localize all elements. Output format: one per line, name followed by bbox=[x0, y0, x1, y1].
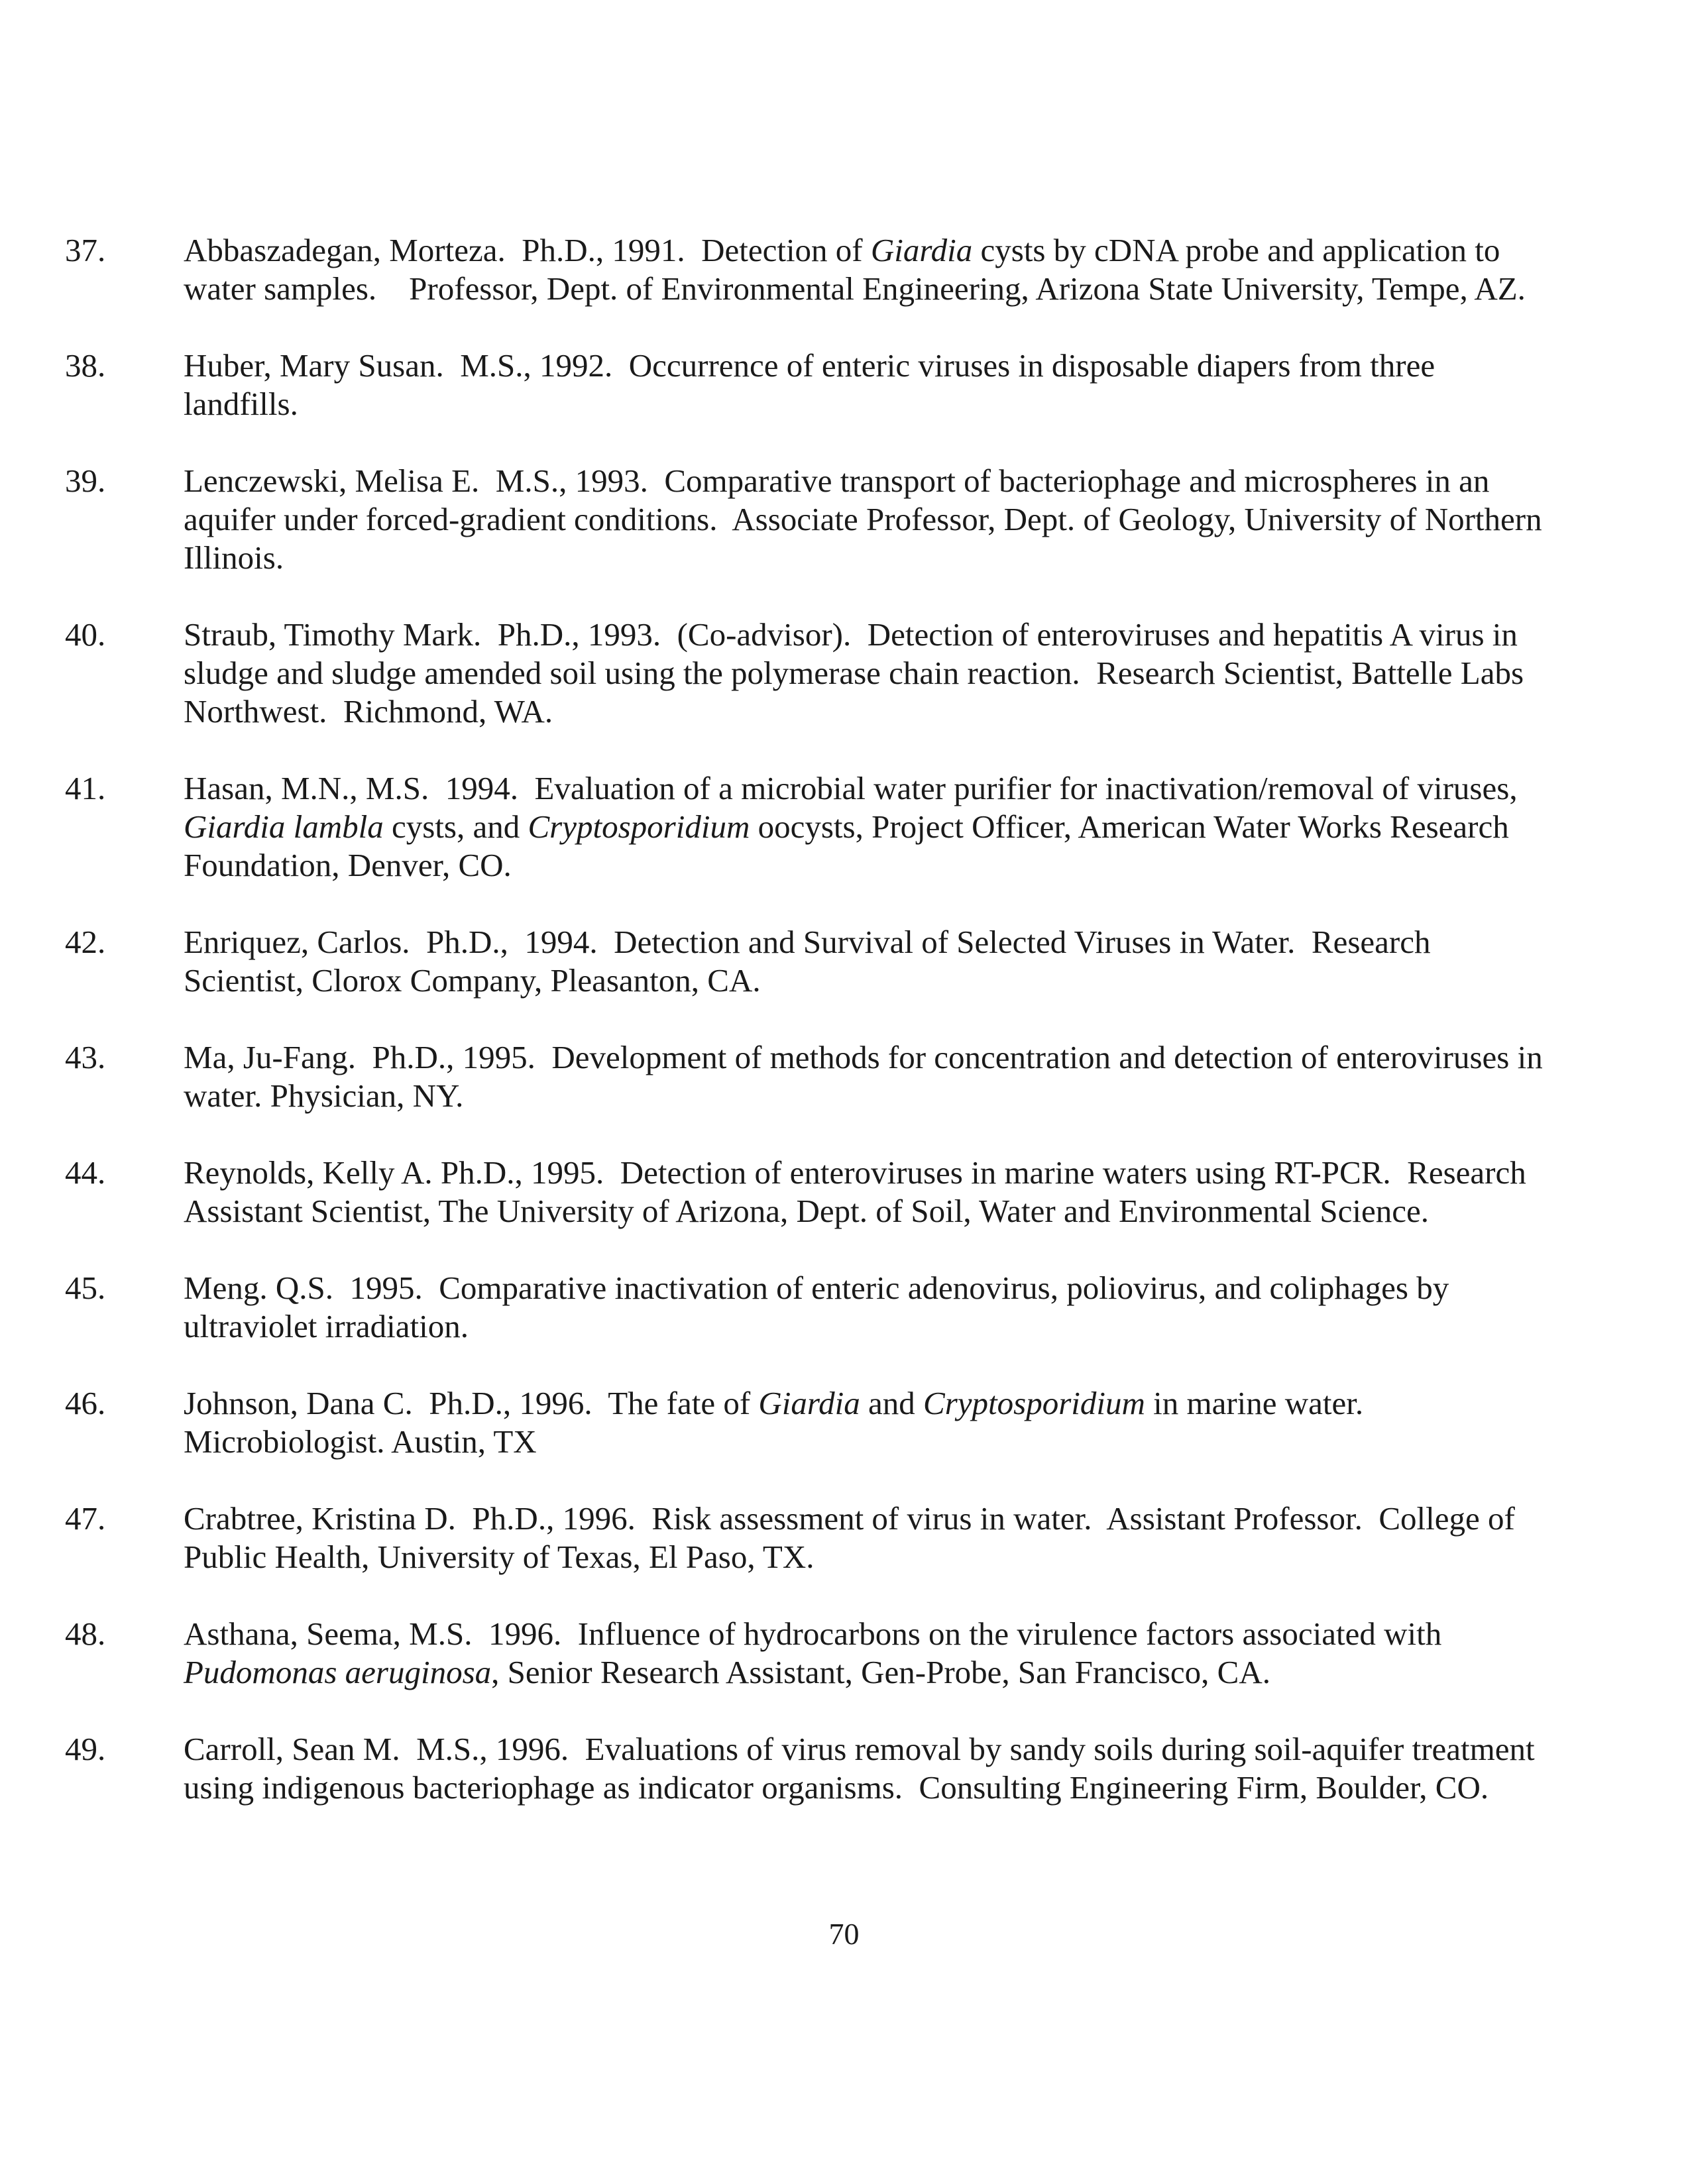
item-text bbox=[184, 1500, 1688, 1576]
item-text bbox=[184, 923, 1688, 1000]
text-segment: Straub, Timothy Mark. Ph.D., 1993. (Co-advisor). Detection of enteroviruses and hepatitis A virus in bbox=[184, 616, 1518, 653]
text-line bbox=[184, 1653, 1688, 1692]
text-segment: cysts by cDNA probe and application to bbox=[972, 232, 1500, 268]
text-segment: Crabtree, Kristina D. Ph.D., 1996. Risk assessment of virus in water. Assistant Professor. College of bbox=[184, 1500, 1515, 1537]
text-segment: Public Health, University of Texas, El Paso, TX. bbox=[184, 1539, 815, 1575]
text-line bbox=[184, 923, 1688, 961]
text-line bbox=[184, 539, 1688, 577]
item-number: 41. bbox=[65, 770, 106, 806]
text-segment: landfills. bbox=[184, 386, 298, 422]
list-item bbox=[0, 347, 1688, 423]
text-line bbox=[184, 462, 1688, 500]
text-segment: Abbaszadegan, Morteza. Ph.D., 1991. Detection of bbox=[184, 232, 871, 268]
text-segment: Huber, Mary Susan. M.S., 1992. Occurrence of enteric viruses in disposable diapers from three bbox=[184, 347, 1435, 384]
item-text bbox=[184, 1269, 1688, 1346]
text-line bbox=[184, 1192, 1688, 1230]
item-text bbox=[184, 462, 1688, 577]
text-segment: , Senior Research Assistant, Gen-Probe, San Francisco, CA. bbox=[491, 1654, 1270, 1690]
text-line bbox=[184, 385, 1688, 423]
italic-term: Giardia lambla bbox=[184, 808, 384, 845]
list-item bbox=[0, 923, 1688, 1000]
text-line bbox=[184, 692, 1688, 731]
list-item bbox=[0, 1384, 1688, 1461]
text-line bbox=[184, 961, 1688, 1000]
item-number: 47. bbox=[65, 1500, 106, 1537]
text-line bbox=[184, 1615, 1688, 1653]
item-number: 44. bbox=[65, 1154, 106, 1191]
student-list bbox=[0, 231, 1688, 1845]
text-line bbox=[184, 1538, 1688, 1576]
text-line bbox=[184, 1730, 1688, 1769]
item-number: 46. bbox=[65, 1385, 106, 1421]
item-text bbox=[184, 1730, 1688, 1807]
text-segment: using indigenous bacteriophage as indicator organisms. Consulting Engineering Firm, Boulder, CO. bbox=[184, 1769, 1489, 1806]
text-line bbox=[184, 1769, 1688, 1807]
text-line bbox=[184, 1500, 1688, 1538]
item-number: 42. bbox=[65, 924, 106, 960]
text-segment: Illinois. bbox=[184, 539, 284, 576]
text-segment: in marine water. bbox=[1145, 1385, 1364, 1421]
text-segment: water. Physician, NY. bbox=[184, 1077, 464, 1114]
text-line bbox=[184, 1038, 1688, 1077]
item-text bbox=[184, 616, 1688, 731]
text-segment: Foundation, Denver, CO. bbox=[184, 847, 512, 883]
item-text bbox=[184, 769, 1688, 885]
item-number: 40. bbox=[65, 616, 106, 653]
list-item bbox=[0, 1269, 1688, 1346]
text-line bbox=[184, 846, 1688, 885]
item-number: 49. bbox=[65, 1731, 106, 1767]
text-line bbox=[184, 616, 1688, 654]
item-number: 45. bbox=[65, 1270, 106, 1306]
text-line bbox=[184, 1307, 1688, 1346]
text-segment: Assistant Scientist, The University of Arizona, Dept. of Soil, Water and Environmental Science. bbox=[184, 1193, 1430, 1229]
item-number: 48. bbox=[65, 1615, 106, 1652]
list-item bbox=[0, 1154, 1688, 1230]
text-segment: Lenczewski, Melisa E. M.S., 1993. Comparative transport of bacteriophage and microspheres in an bbox=[184, 463, 1490, 499]
page-number: 70 bbox=[828, 1917, 860, 1951]
text-line bbox=[184, 347, 1688, 385]
item-text bbox=[184, 231, 1688, 308]
text-line bbox=[184, 769, 1688, 808]
text-segment: water samples. Professor, Dept. of Environmental Engineering, Arizona State University, Tempe, AZ. bbox=[184, 270, 1526, 307]
text-segment: Scientist, Clorox Company, Pleasanton, CA. bbox=[184, 962, 761, 999]
text-segment: Enriquez, Carlos. Ph.D., 1994. Detection and Survival of Selected Viruses in Water. Research bbox=[184, 924, 1431, 960]
item-text bbox=[184, 1615, 1688, 1692]
text-line bbox=[184, 231, 1688, 270]
text-segment: Hasan, M.N., M.S. 1994. Evaluation of a microbial water purifier for inactivation/removal of viruses, bbox=[184, 770, 1518, 806]
list-item bbox=[0, 231, 1688, 308]
text-segment: Ma, Ju-Fang. Ph.D., 1995. Development of methods for concentration and detection of enteroviruses in bbox=[184, 1039, 1543, 1075]
text-segment: Northwest. Richmond, WA. bbox=[184, 693, 553, 730]
italic-term: Giardia bbox=[758, 1385, 860, 1421]
item-text bbox=[184, 1384, 1688, 1461]
list-item bbox=[0, 1038, 1688, 1115]
text-segment: aquifer under forced-gradient conditions. Associate Professor, Dept. of Geology, University of Northern bbox=[184, 501, 1542, 537]
text-line bbox=[184, 500, 1688, 539]
text-segment: cysts, and bbox=[383, 808, 528, 845]
list-item bbox=[0, 1730, 1688, 1807]
item-number: 39. bbox=[65, 463, 106, 499]
list-item bbox=[0, 616, 1688, 731]
item-number: 37. bbox=[65, 232, 106, 268]
item-text bbox=[184, 1038, 1688, 1115]
text-line bbox=[184, 808, 1688, 846]
list-item bbox=[0, 462, 1688, 577]
item-number: 38. bbox=[65, 347, 106, 384]
italic-term: Cryptosporidium bbox=[923, 1385, 1145, 1421]
text-segment: sludge and sludge amended soil using the polymerase chain reaction. Research Scientist, Battelle Labs bbox=[184, 655, 1524, 691]
text-segment: Carroll, Sean M. M.S., 1996. Evaluations of virus removal by sandy soils during soil-aquifer treatment bbox=[184, 1731, 1535, 1767]
list-item bbox=[0, 769, 1688, 885]
text-segment: ultraviolet irradiation. bbox=[184, 1308, 469, 1344]
item-number: 43. bbox=[65, 1039, 106, 1075]
italic-term: Cryptosporidium bbox=[528, 808, 750, 845]
list-item bbox=[0, 1615, 1688, 1692]
text-segment: oocysts, Project Officer, American Water Works Research bbox=[750, 808, 1509, 845]
list-item bbox=[0, 1500, 1688, 1576]
text-line bbox=[184, 1154, 1688, 1192]
text-line bbox=[184, 1269, 1688, 1307]
item-text bbox=[184, 347, 1688, 423]
text-segment: Johnson, Dana C. Ph.D., 1996. The fate of bbox=[184, 1385, 759, 1421]
text-segment: Microbiologist. Austin, TX bbox=[184, 1423, 537, 1460]
italic-term: Giardia bbox=[870, 232, 973, 268]
text-line bbox=[184, 1384, 1688, 1423]
text-segment: Reynolds, Kelly A. Ph.D., 1995. Detection of enteroviruses in marine waters using RT-PCR. Research bbox=[184, 1154, 1526, 1191]
text-line bbox=[184, 654, 1688, 692]
italic-term: Pudomonas aeruginosa bbox=[184, 1654, 492, 1690]
text-line bbox=[184, 1077, 1688, 1115]
text-segment: Asthana, Seema, M.S. 1996. Influence of hydrocarbons on the virulence factors associated with bbox=[184, 1615, 1442, 1652]
text-segment: Meng. Q.S. 1995. Comparative inactivation of enteric adenovirus, poliovirus, and coliphages by bbox=[184, 1270, 1449, 1306]
text-segment: and bbox=[860, 1385, 924, 1421]
item-text bbox=[184, 1154, 1688, 1230]
text-line bbox=[184, 270, 1688, 308]
text-line bbox=[184, 1423, 1688, 1461]
